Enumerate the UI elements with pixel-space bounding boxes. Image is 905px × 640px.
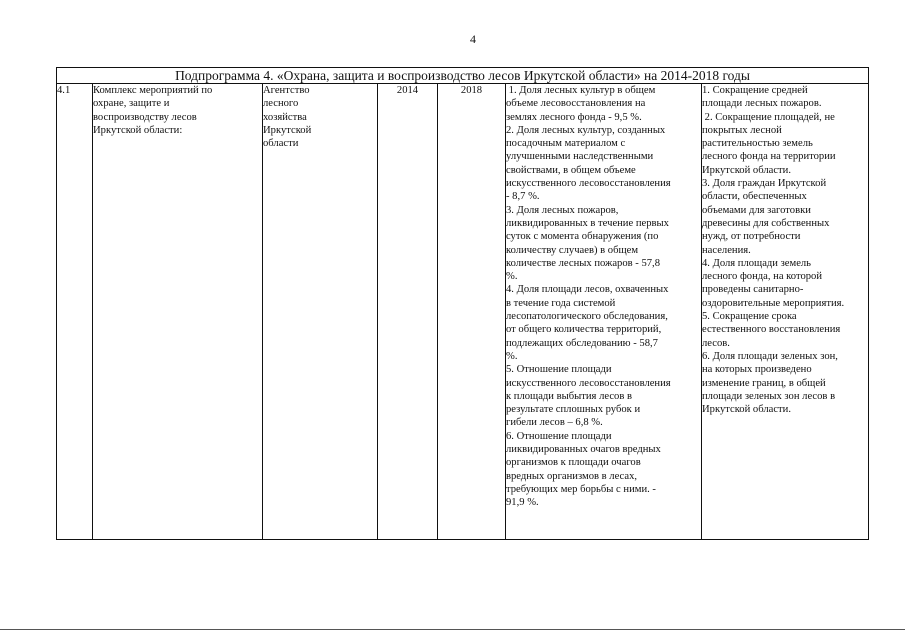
indicator-line: организмов к площади очагов bbox=[506, 457, 641, 469]
activity-name-line: Комплекс мероприятий по bbox=[93, 85, 213, 96]
indicators-cell bbox=[506, 84, 702, 540]
result-line: проведены санитарно- bbox=[702, 284, 804, 296]
page-bottom-divider bbox=[0, 629, 905, 630]
result-line: площади лесных пожаров. bbox=[702, 98, 822, 110]
indicator-line: объеме лесовосстановления на bbox=[506, 98, 646, 110]
subprogram-title: Подпрограмма 4. «Охрана, защита и воспроизводство лесов Иркутской области» на 2014-2018 годы bbox=[57, 68, 869, 84]
indicator-line: 1. Доля лесных культур в общем bbox=[506, 85, 656, 96]
result-line: 5. Сокращение срока bbox=[702, 311, 797, 323]
indicator-line: ликвидированных в течение первых bbox=[506, 217, 669, 229]
executor-line: лесного bbox=[263, 98, 299, 110]
result-line: 1. Сокращение средней bbox=[702, 85, 808, 96]
indicator-line: землях лесного фонда - 9,5 %. bbox=[506, 111, 642, 123]
indicator-line: суток с момента обнаружения (по bbox=[506, 231, 659, 243]
result-line: лесов. bbox=[702, 337, 730, 349]
results-cell bbox=[702, 84, 869, 540]
indicator-line: ликвидированных очагов вредных bbox=[506, 444, 661, 456]
executor-line: Агентство bbox=[263, 85, 310, 96]
result-line: изменение границ, в общей bbox=[702, 377, 826, 389]
indicator-line: подлежащих обследованию - 58,7 bbox=[506, 337, 658, 349]
result-line: 4. Доля площади земель bbox=[702, 257, 812, 269]
result-line: площади зеленых зон лесов в bbox=[702, 390, 836, 402]
indicator-line: %. bbox=[506, 350, 518, 362]
indicator-line: результате сплошных рубок и bbox=[506, 404, 641, 416]
indicator-line: - 8,7 %. bbox=[506, 191, 540, 203]
indicator-line: %. bbox=[506, 271, 518, 283]
result-line: объемами для заготовки bbox=[702, 204, 811, 216]
result-line: Иркутской области. bbox=[702, 164, 791, 176]
result-line: оздоровительные мероприятия. bbox=[702, 297, 845, 309]
result-line: 2. Сокращение площадей, не bbox=[702, 111, 835, 123]
executor-cell bbox=[263, 84, 378, 540]
result-line: покрытых лесной bbox=[702, 124, 782, 136]
activity-name-line: Иркутской области: bbox=[93, 124, 183, 136]
indicator-line: к площади выбытия лесов в bbox=[506, 390, 632, 402]
result-line: естественного восстановления bbox=[702, 324, 841, 336]
indicator-line: 91,9 %. bbox=[506, 497, 539, 509]
executor-line: хозяйства bbox=[263, 111, 307, 123]
subprogram-table bbox=[56, 67, 869, 540]
indicator-line: вредных организмов в лесах, bbox=[506, 470, 638, 482]
table-row bbox=[57, 84, 869, 540]
result-line: на которых произведено bbox=[702, 364, 812, 376]
activity-name-line: воспроизводству лесов bbox=[93, 111, 197, 123]
indicator-line: искусственного лесовосстановления bbox=[506, 377, 671, 389]
indicator-line: количестве лесных пожаров - 57,8 bbox=[506, 257, 661, 269]
result-line: области, обеспеченных bbox=[702, 191, 807, 203]
result-line: лесного фонда на территории bbox=[702, 151, 836, 163]
result-line: нужд, от потребности bbox=[702, 231, 801, 243]
result-line: лесного фонда, на которой bbox=[702, 271, 823, 283]
start-year: 2014 bbox=[378, 84, 438, 540]
indicator-line: в течение года системой bbox=[506, 297, 616, 309]
executor-line: области bbox=[263, 138, 299, 150]
result-line: 6. Доля площади зеленых зон, bbox=[702, 350, 838, 362]
activity-name-line: охране, защите и bbox=[93, 98, 170, 110]
indicator-line: количеству случаев) в общем bbox=[506, 244, 639, 256]
page-number: 4 bbox=[470, 32, 476, 46]
indicator-line: гибели лесов – 6,8 %. bbox=[506, 417, 603, 429]
row-number: 4.1 bbox=[57, 84, 93, 540]
indicator-line: 6. Отношение площади bbox=[506, 430, 612, 442]
title-row bbox=[57, 68, 869, 84]
indicator-line: от общего количества территорий, bbox=[506, 324, 662, 336]
indicator-line: искусственного лесовосстановления bbox=[506, 178, 671, 190]
result-line: древесины для собственных bbox=[702, 217, 830, 229]
activity-name-cell bbox=[93, 84, 263, 540]
result-line: населения. bbox=[702, 244, 751, 256]
result-line: Иркутской области. bbox=[702, 404, 791, 416]
indicator-line: 3. Доля лесных пожаров, bbox=[506, 204, 619, 216]
indicator-line: свойствами, в общем объеме bbox=[506, 164, 636, 176]
result-line: растительностью земель bbox=[702, 138, 813, 150]
executor-line: Иркутской bbox=[263, 124, 312, 136]
result-line: 3. Доля граждан Иркутской bbox=[702, 178, 827, 190]
indicator-line: 4. Доля площади лесов, охваченных bbox=[506, 284, 669, 296]
indicator-line: 5. Отношение площади bbox=[506, 364, 612, 376]
indicator-line: требующих мер борьбы с ними. - bbox=[506, 483, 656, 495]
end-year: 2018 bbox=[438, 84, 506, 540]
indicator-line: улучшенными наследственными bbox=[506, 151, 654, 163]
indicator-line: посадочным материалом с bbox=[506, 138, 626, 150]
indicator-line: 2. Доля лесных культур, созданных bbox=[506, 124, 666, 136]
indicator-line: лесопатологического обследования, bbox=[506, 311, 668, 323]
